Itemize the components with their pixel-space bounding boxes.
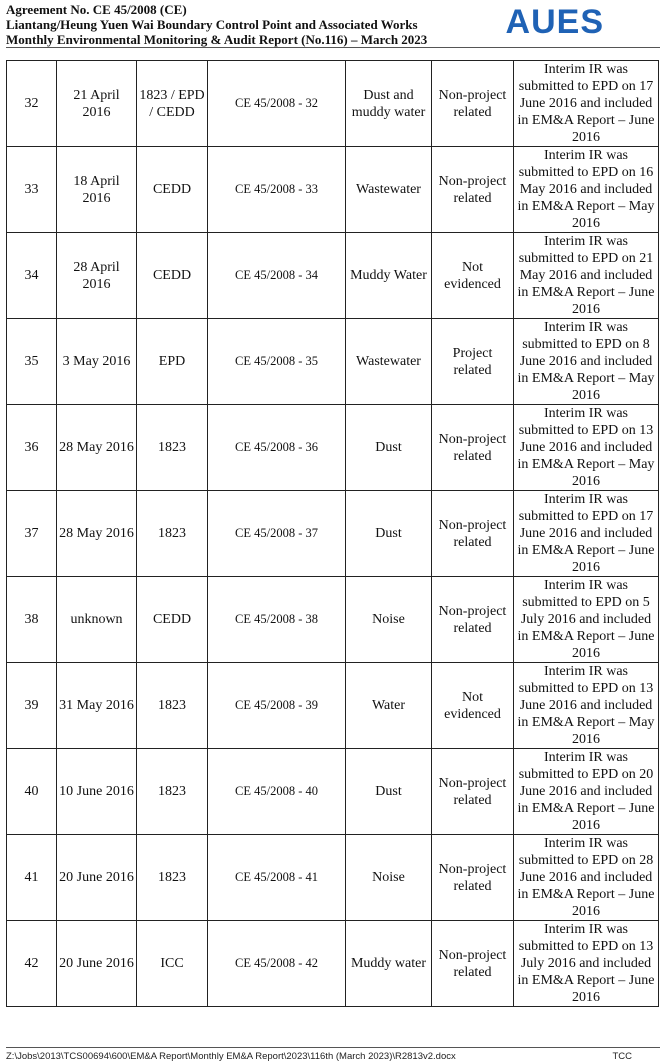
action-cell: Interim IR was submitted to EPD on 21 May 2016 and included in EM&A Report – June 2016 [514,233,659,319]
received-from-cell: CEDD [137,233,208,319]
row-number-cell: 41 [7,835,57,921]
complaint-type-cell: Muddy water [346,921,432,1007]
reference-cell: CE 45/2008 - 40 [208,749,346,835]
footer-divider [6,1047,660,1048]
date-cell: 31 May 2016 [57,663,137,749]
file-path: Z:\Jobs\2013\TCS00694\600\EM&A Report\Monthly EM&A Report\2023\116th (March 2023)\R2813v2.docx [6,1051,456,1062]
reference-cell: CE 45/2008 - 42 [208,921,346,1007]
action-cell: Interim IR was submitted to EPD on 16 May 2016 and included in EM&A Report – May 2016 [514,147,659,233]
project-title: Liantang/Heung Yuen Wai Boundary Control Point and Associated Works [6,17,418,32]
reference-cell: CE 45/2008 - 37 [208,491,346,577]
table-row [7,749,659,835]
table-row [7,835,659,921]
row-number-cell: 40 [7,749,57,835]
table-row [7,491,659,577]
action-cell: Interim IR was submitted to EPD on 20 June 2016 and included in EM&A Report – June 2016 [514,749,659,835]
action-cell: Interim IR was submitted to EPD on 5 July 2016 and included in EM&A Report – June 2016 [514,577,659,663]
reference-cell: CE 45/2008 - 39 [208,663,346,749]
table-row [7,233,659,319]
complaint-type-cell: Noise [346,835,432,921]
status-cell: Non-project related [432,921,514,1007]
row-number-cell: 36 [7,405,57,491]
status-cell: Non-project related [432,749,514,835]
received-from-cell: 1823 [137,491,208,577]
table-row [7,319,659,405]
action-cell: Interim IR was submitted to EPD on 28 June 2016 and included in EM&A Report – June 2016 [514,835,659,921]
date-cell: 28 May 2016 [57,491,137,577]
reference-cell: CE 45/2008 - 33 [208,147,346,233]
agreement-number: Agreement No. CE 45/2008 (CE) [6,2,187,17]
date-cell: 10 June 2016 [57,749,137,835]
reference-cell: CE 45/2008 - 34 [208,233,346,319]
date-cell: 28 April 2016 [57,233,137,319]
status-cell: Non-project related [432,491,514,577]
received-from-cell: ICC [137,921,208,1007]
action-cell: Interim IR was submitted to EPD on 8 June 2016 and included in EM&A Report – May 2016 [514,319,659,405]
status-cell: Non-project related [432,577,514,663]
complaint-type-cell: Noise [346,577,432,663]
date-cell: 28 May 2016 [57,405,137,491]
footer-code: TCC [612,1051,632,1062]
date-cell: 20 June 2016 [57,921,137,1007]
header-divider [6,47,660,48]
complaint-type-cell: Dust [346,405,432,491]
reference-cell: CE 45/2008 - 35 [208,319,346,405]
action-cell: Interim IR was submitted to EPD on 17 June 2016 and included in EM&A Report – June 2016 [514,61,659,147]
report-title: Monthly Environmental Monitoring & Audit Report (No.116) – March 2023 [6,32,428,47]
complaint-type-cell: Wastewater [346,319,432,405]
table-row [7,147,659,233]
aues-logo: AUES [505,3,604,41]
date-cell: 20 June 2016 [57,835,137,921]
complaint-table-container [6,60,658,1007]
complaint-type-cell: Dust and muddy water [346,61,432,147]
table-row [7,577,659,663]
complaint-table-body [7,61,659,1007]
row-number-cell: 32 [7,61,57,147]
page-header [6,2,658,46]
reference-cell: CE 45/2008 - 38 [208,577,346,663]
row-number-cell: 38 [7,577,57,663]
table-row [7,405,659,491]
date-cell: 3 May 2016 [57,319,137,405]
status-cell: Project related [432,319,514,405]
table-row [7,921,659,1007]
row-number-cell: 35 [7,319,57,405]
received-from-cell: 1823 [137,835,208,921]
date-cell: 21 April 2016 [57,61,137,147]
received-from-cell: CEDD [137,147,208,233]
complaint-type-cell: Dust [346,749,432,835]
received-from-cell: 1823 / EPD / CEDD [137,61,208,147]
row-number-cell: 39 [7,663,57,749]
row-number-cell: 34 [7,233,57,319]
action-cell: Interim IR was submitted to EPD on 17 June 2016 and included in EM&A Report – June 2016 [514,491,659,577]
table-row [7,61,659,147]
complaint-log-table [6,60,659,1007]
row-number-cell: 37 [7,491,57,577]
reference-cell: CE 45/2008 - 41 [208,835,346,921]
complaint-type-cell: Water [346,663,432,749]
table-row [7,663,659,749]
action-cell: Interim IR was submitted to EPD on 13 June 2016 and included in EM&A Report – May 2016 [514,663,659,749]
received-from-cell: 1823 [137,749,208,835]
status-cell: Non-project related [432,835,514,921]
date-cell: 18 April 2016 [57,147,137,233]
complaint-type-cell: Wastewater [346,147,432,233]
complaint-type-cell: Muddy Water [346,233,432,319]
complaint-type-cell: Dust [346,491,432,577]
date-cell: unknown [57,577,137,663]
action-cell: Interim IR was submitted to EPD on 13 July 2016 and included in EM&A Report – June 2016 [514,921,659,1007]
received-from-cell: CEDD [137,577,208,663]
reference-cell: CE 45/2008 - 36 [208,405,346,491]
status-cell: Non-project related [432,405,514,491]
received-from-cell: EPD [137,319,208,405]
row-number-cell: 42 [7,921,57,1007]
status-cell: Non-project related [432,147,514,233]
received-from-cell: 1823 [137,405,208,491]
row-number-cell: 33 [7,147,57,233]
reference-cell: CE 45/2008 - 32 [208,61,346,147]
status-cell: Not evidenced [432,663,514,749]
status-cell: Not evidenced [432,233,514,319]
received-from-cell: 1823 [137,663,208,749]
action-cell: Interim IR was submitted to EPD on 13 June 2016 and included in EM&A Report – May 2016 [514,405,659,491]
status-cell: Non-project related [432,61,514,147]
